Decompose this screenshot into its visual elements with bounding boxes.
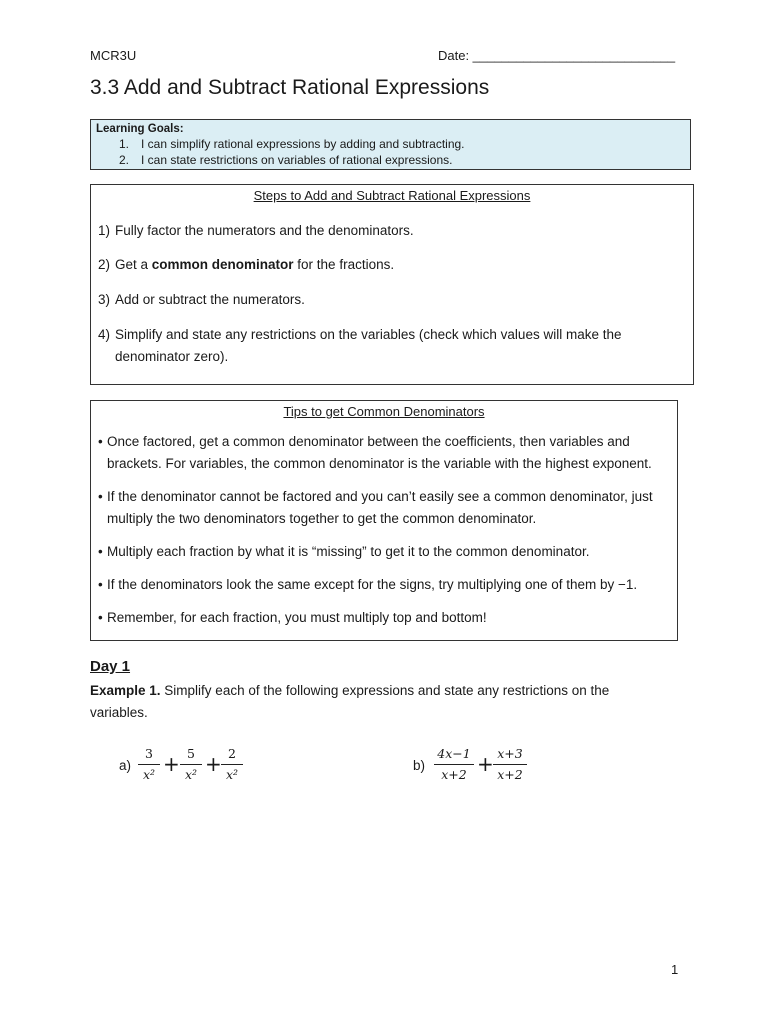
step-item	[98, 254, 678, 276]
plus-operator: +	[163, 752, 180, 776]
tip-item	[98, 574, 673, 596]
step-text-bold: common denominator	[151, 257, 294, 272]
learning-goals-title: Learning Goals:	[96, 123, 184, 135]
tip-text: Once factored, get a common denominator between the coefficients, then variables and brackets. For variables, the common denominator is the variable with the highest exponent.	[107, 434, 652, 471]
step-text: Add or subtract the numerators.	[115, 292, 305, 307]
part-b-label: b)	[413, 758, 426, 773]
denominator: x²	[142, 767, 156, 782]
fraction-bar	[493, 764, 527, 765]
tip-text: If the denominators look the same except for the signs, try multiplying one of them by −1.	[107, 577, 638, 592]
denominator: x+2	[497, 767, 523, 782]
tip-text: Multiply each fraction by what it is “missing” to get it to the common denominator.	[107, 544, 590, 559]
fraction	[180, 746, 202, 783]
plus-operator: +	[205, 752, 222, 776]
example-text: Simplify each of the following expressions and state any restrictions on the variables.	[90, 683, 610, 720]
learning-goal-item	[96, 136, 685, 152]
numerator: 5	[187, 746, 195, 761]
example-label: Example 1.	[90, 683, 161, 698]
denominator: x²	[225, 767, 239, 782]
step-item	[98, 220, 678, 242]
step-number: 3)	[98, 292, 111, 307]
page-number: 1	[671, 962, 679, 977]
step-text-part: for the fractions.	[293, 257, 395, 272]
fraction-bar	[434, 764, 474, 765]
tip-text: If the denominator cannot be factored and you can’t easily see a common denominator, just multiply the two denominators together to get the common denominator.	[107, 489, 653, 526]
step-text	[98, 254, 678, 276]
step-item	[98, 324, 658, 368]
denominator: x²	[184, 767, 198, 782]
tip-item	[98, 431, 673, 475]
step-number: 2)	[98, 257, 111, 272]
bullet-icon: •	[98, 544, 103, 559]
learning-goal-number: 1.	[119, 137, 130, 151]
steps-box	[90, 184, 694, 385]
fraction-bar	[180, 764, 202, 765]
course-code: MCR3U	[90, 48, 137, 63]
plus-operator: +	[477, 752, 494, 776]
bullet-icon: •	[98, 577, 103, 592]
date-field: Date: ____________________________	[438, 48, 676, 63]
steps-title: Steps to Add and Subtract Rational Expressions	[253, 188, 531, 203]
learning-goal-text: I can simplify rational expressions by adding and subtracting.	[141, 137, 465, 151]
part-a-label: a)	[119, 758, 132, 773]
numerator: 3	[145, 746, 153, 761]
step-text-part: Get a	[115, 257, 152, 272]
fraction-bar	[138, 764, 160, 765]
numerator: 4x−1	[437, 746, 471, 761]
step-text: Fully factor the numerators and the denominators.	[115, 223, 414, 238]
tip-item	[98, 486, 673, 530]
tip-item	[98, 607, 673, 629]
learning-goal-number: 2.	[119, 153, 130, 167]
learning-goals-box	[90, 119, 691, 170]
numerator: x+3	[497, 746, 523, 761]
step-number: 4)	[98, 327, 111, 342]
bullet-icon: •	[98, 489, 103, 504]
tip-item	[98, 541, 673, 563]
tip-text: Remember, for each fraction, you must multiply top and bottom!	[107, 610, 487, 625]
step-text: Simplify and state any restrictions on the variables (check which values will make the denominator zero).	[115, 327, 622, 364]
fraction	[221, 746, 243, 783]
tips-box	[90, 400, 678, 641]
page-title: 3.3 Add and Subtract Rational Expressions	[90, 76, 490, 99]
day-heading: Day 1	[90, 658, 131, 675]
fraction	[493, 746, 527, 783]
learning-goal-item	[96, 152, 685, 168]
bullet-icon: •	[98, 610, 103, 625]
tips-title: Tips to get Common Denominators	[283, 404, 485, 419]
step-item	[98, 289, 678, 311]
bullet-icon: •	[98, 434, 103, 449]
denominator: x+2	[441, 767, 467, 782]
learning-goal-text: I can state restrictions on variables of rational expressions.	[141, 153, 453, 167]
example-prompt	[90, 680, 650, 724]
fraction	[434, 746, 474, 783]
numerator: 2	[228, 746, 236, 761]
fraction	[138, 746, 160, 783]
step-number: 1)	[98, 223, 111, 238]
fraction-bar	[221, 764, 243, 765]
